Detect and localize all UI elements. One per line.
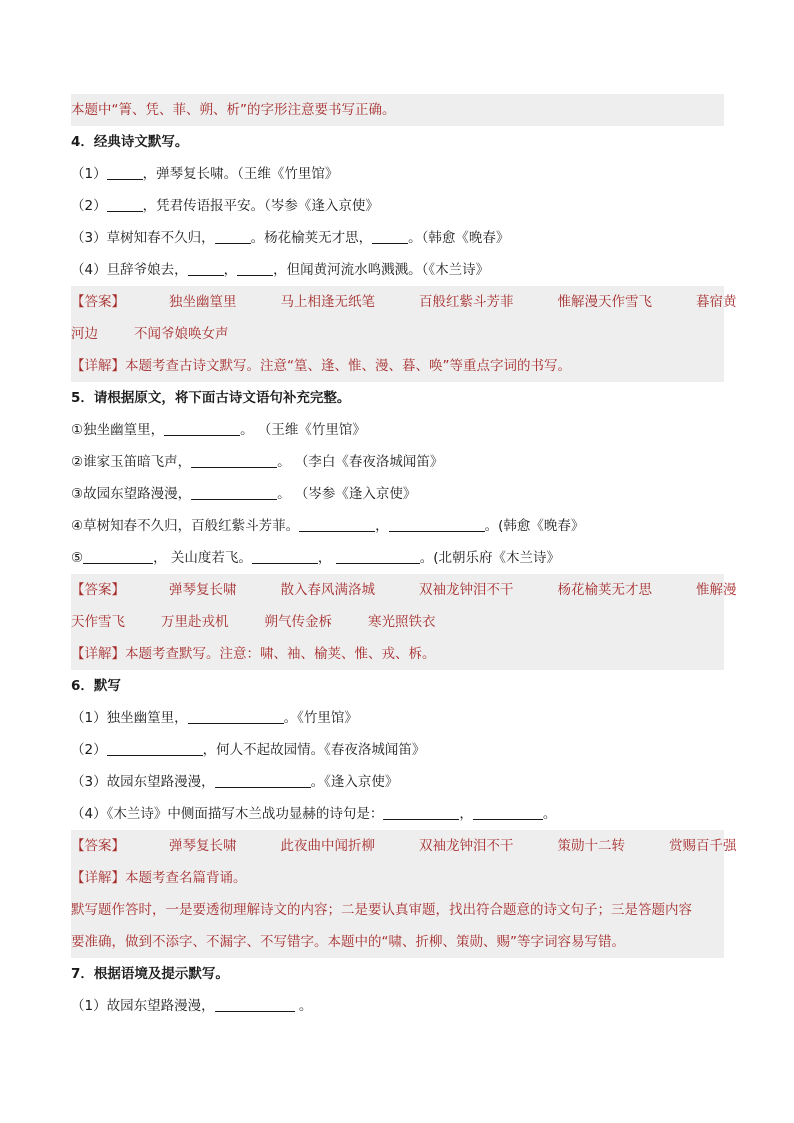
q6-detail-3: 要准确，做到不添字、不漏字、不写错字。本题中的“啸、折柳、策勋、赐”等字词容易写错。 [71, 926, 724, 958]
q5-item-1: ①独坐幽篁里， 。 （王维《竹里馆》 [71, 422, 366, 438]
q6-item-2: （2） ，何人不起故园情。《春夜洛城闻笛》 [71, 742, 426, 758]
q6-title [71, 670, 724, 702]
q4-item-4: （4）旦辞爷娘去， ， ，但闻黄河流水鸣溅溅。（《木兰诗》 [71, 262, 490, 278]
q6-item-4: （4）《木兰诗》中侧面描写木兰战功显赫的诗句是： ， 。 [71, 806, 557, 822]
q4-title [71, 126, 724, 158]
answer-blank[interactable] [191, 485, 277, 500]
q5-answer-line-2: 天作雪飞 万里赴戎机 朔气传金柝 寒光照铁衣 [71, 606, 724, 638]
document-page [71, 94, 737, 1022]
answer-blank[interactable] [107, 197, 143, 212]
q5-title [71, 382, 724, 414]
q5-item-4: ④草树知春不久归，百般红紫斗芳菲。 ， 。(韩愈《晚春》 [71, 518, 585, 534]
answer-blank[interactable] [107, 165, 143, 180]
top-note: 本题中“箐、凭、菲、朔、析”的字形注意要书写正确。 [71, 94, 724, 126]
q5-detail: 【详解】本题考查默写。注意：啸、袖、榆荚、惟、戎、柝。 [71, 638, 724, 670]
answer-blank[interactable] [215, 229, 251, 244]
q6-detail: 【详解】本题考查名篇背诵。 [71, 862, 724, 894]
q4-title-text: 4．经典诗文默写。 [71, 134, 189, 150]
q6-item-1: （1）独坐幽篁里， 。《竹里馆》 [71, 710, 358, 726]
answer-blank[interactable] [191, 453, 277, 468]
answer-blank[interactable] [299, 517, 375, 532]
detail-label: 【详解】 [71, 358, 125, 374]
q5-item-2: ②谁家玉笛暗飞声， 。 （李白《春夜洛城闻笛》 [71, 454, 444, 470]
answer-blank[interactable] [215, 997, 295, 1012]
q5-item-3: ③故园东望路漫漫， 。 （岑参《逢入京使》 [71, 486, 417, 502]
answer-label: 【答案】 [71, 582, 125, 598]
detail-label: 【详解】 [71, 646, 125, 662]
q4-answer-line-1: 【答案】 独坐幽篁里 马上相逢无纸笔 百般红紫斗芳菲 惟解漫天作雪飞 暮宿黄 [71, 286, 724, 318]
detail-label: 【详解】 [71, 870, 125, 886]
q6-answer-line-1: 【答案】 弹琴复长啸 此夜曲中闻折柳 双袖龙钟泪不干 策勋十二转 赏赐百千强 [71, 830, 724, 862]
q6-detail-2: 默写题作答时，一是要透彻理解诗文的内容；二是要认真审题，找出符合题意的诗文句子；三是答题内容 [71, 894, 724, 926]
answer-blank[interactable] [252, 549, 318, 564]
q7-title-text: 7．根据语境及提示默写。 [71, 966, 229, 982]
q4-item-1: （1） ，弹琴复长啸。（王维《竹里馆》 [71, 166, 339, 182]
answer-blank[interactable] [188, 261, 224, 276]
q4-detail: 【详解】本题考查古诗文默写。注意“篁、逢、惟、漫、暮、唤”等重点字词的书写。 [71, 350, 724, 382]
answer-label: 【答案】 [71, 294, 125, 310]
answer-blank[interactable] [473, 805, 543, 820]
answer-blank[interactable] [383, 805, 459, 820]
q5-title-text: 5．请根据原文，将下面古诗文语句补充完整。 [71, 390, 351, 406]
answer-blank[interactable] [215, 773, 311, 788]
q5-answer-line-1: 【答案】 弹琴复长啸 散入春风满洛城 双袖龙钟泪不干 杨花榆荚无才思 惟解漫 [71, 574, 724, 606]
q5-item-5: ⑤ ， 关山度若飞。 ， 。(北朝乐府《木兰诗》 [71, 550, 560, 566]
q4-answer-line-2: 河边 不闻爷娘唤女声 [71, 318, 724, 350]
q7-title [71, 958, 724, 990]
answer-blank[interactable] [237, 261, 273, 276]
answer-blank[interactable] [83, 549, 153, 564]
answer-label: 【答案】 [71, 838, 125, 854]
q4-item-3: （3）草树知春不久归， 。杨花榆荚无才思， 。（韩愈《晚春》 [71, 230, 510, 246]
answer-blank[interactable] [164, 421, 240, 436]
answer-blank[interactable] [336, 549, 420, 564]
answer-blank[interactable] [372, 229, 408, 244]
answer-blank[interactable] [389, 517, 485, 532]
q6-item-3: （3）故园东望路漫漫， 。《逢入京使》 [71, 774, 399, 790]
answer-blank[interactable] [107, 741, 203, 756]
q6-title-text: 6．默写 [71, 678, 121, 694]
q4-item-2: （2） ，凭君传语报平安。（岑参《逢入京使》 [71, 198, 379, 214]
answer-blank[interactable] [188, 709, 284, 724]
q7-item-1: （1）故园东望路漫漫， 。 [71, 998, 313, 1014]
